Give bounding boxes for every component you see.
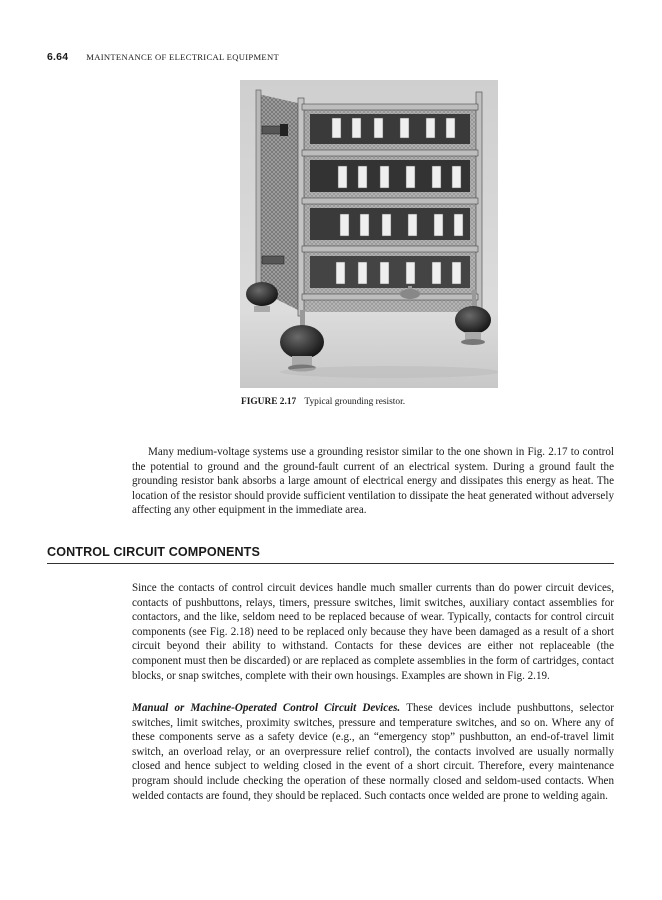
paragraph-manual-devices	[132, 701, 614, 803]
paragraph-control-intro: Since the contacts of control circuit devices handle much smaller currents than do power circuit devices, contacts of pushbuttons, relays, timers, pressure switches, limit switches, auxiliary contact assemblies for contactors, and the like, seldom need to be replaced because of wear. Typically, contacts for control circuit components (see Fig. 2.18) need to be replaced only because they have been damaged as a result of a short circuit beyond their ability to withstand. Contacts for these devices are either not replaceable (the component must then be discarded) or are replaced as complete assemblies in the form of cartridges, contact blocks, or snap switches, complete with their own housings. Examples are shown in Fig. 2.19.	[132, 582, 614, 682]
subsection-title: Manual or Machine-Operated Control Circuit Devices.	[132, 702, 401, 714]
section-rule	[47, 563, 614, 564]
section-heading: CONTROL CIRCUIT COMPONENTS	[47, 545, 260, 559]
running-head	[47, 47, 627, 61]
figure-photo	[240, 80, 498, 388]
subsection-body: These devices include pushbuttons, selector switches, limit switches, proximity switches, pressure and temperature switches, and so on. Where any of these components serve as a safety device (e.g., an “emergency stop” pushbutton, an end-of-travel limit switch, an overload relay, or an overpressure relief control), the contacts involved are usually normally closed and hence subject to welding closed in the event of a short circuit. Therefore, every maintenance program should include checking the operation of these normally closed and seldom-used contacts. When welded contacts are found, they should be replaced. Such contacts once welded are prone to welding again.	[132, 702, 615, 802]
figure-caption	[241, 397, 405, 407]
running-head-title: MAINTENANCE OF ELECTRICAL EQUIPMENT	[86, 52, 280, 62]
page-number: 6.64	[47, 51, 69, 63]
resistor-tiers	[302, 104, 478, 300]
figure-label: FIGURE 2.17	[241, 397, 297, 407]
figure-caption-text: Typical grounding resistor.	[304, 397, 406, 407]
grounding-resistor-illustration	[240, 80, 498, 388]
paragraph-grounding-resistor: Many medium-voltage systems use a grounding resistor similar to the one shown in Fig. 2.17 to control the potential to ground and the ground-fault current of an electrical system. During a ground fault the grounding resistor bank absorbs a large amount of electrical energy and dissipates this energy as heat. The location of the resistor should provide sufficient ventilation to dissipate the heat generated without adversely affecting any other equipment in the immediate area.	[132, 446, 614, 517]
